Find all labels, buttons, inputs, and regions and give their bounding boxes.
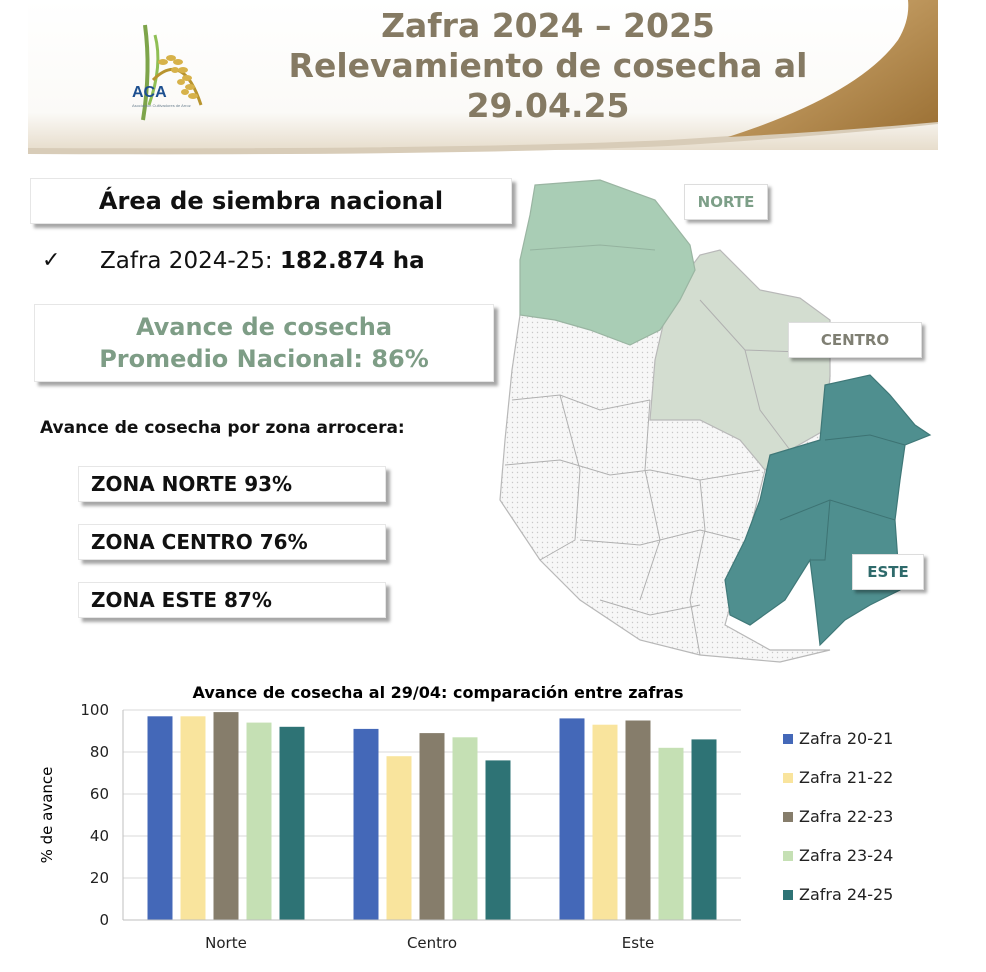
y-tick-label: 40 — [89, 827, 109, 845]
map-svg — [488, 168, 938, 668]
title-line-1: Zafra 2024 – 2025 — [381, 6, 715, 45]
bar-norte-3 — [214, 712, 239, 920]
y-tick-label: 60 — [89, 785, 109, 803]
bar-norte-4 — [247, 723, 272, 920]
legend-swatch — [783, 773, 793, 783]
area-title: Área de siembra nacional — [98, 187, 444, 215]
map-label-centro: CENTRO — [788, 322, 922, 358]
y-tick-label: 100 — [80, 701, 109, 719]
zonas-title: Avance de cosecha por zona arrocera: — [40, 418, 405, 438]
zona-centro-label: ZONA CENTRO 76% — [91, 530, 308, 554]
x-tick-label: Este — [621, 934, 655, 952]
title-line-2: Relevamiento de cosecha al — [288, 46, 808, 85]
avance-line-1: Avance de cosecha — [135, 313, 393, 341]
legend-label: Zafra 20-21 — [799, 729, 894, 748]
bar-centro-2 — [387, 756, 412, 920]
zona-este-box — [78, 582, 386, 618]
zafra-area-line — [100, 248, 425, 274]
harvest-bar-chart — [20, 676, 970, 968]
bar-centro-3 — [420, 733, 445, 920]
legend-swatch — [783, 890, 793, 900]
map-label-este: ESTE — [852, 554, 924, 590]
bar-este-1 — [560, 718, 585, 920]
legend-label: Zafra 22-23 — [799, 807, 894, 826]
legend-label: Zafra 23-24 — [799, 846, 894, 865]
map-label-norte: NORTE — [684, 184, 768, 220]
bar-este-4 — [659, 748, 684, 920]
uruguay-map — [488, 168, 938, 668]
title-line-3: 29.04.25 — [466, 86, 630, 125]
bar-norte-5 — [280, 727, 305, 920]
chart-y-axis-label: % de avance — [38, 766, 56, 864]
bar-este-5 — [692, 739, 717, 920]
zafra-area-label: Zafra 2024-25: — [100, 248, 273, 274]
legend-label: Zafra 21-22 — [799, 768, 894, 787]
zona-este-label: ZONA ESTE 87% — [91, 588, 272, 612]
zona-norte-box — [78, 466, 386, 502]
legend-swatch — [783, 851, 793, 861]
y-tick-label: 20 — [89, 869, 109, 887]
legend-swatch — [783, 734, 793, 744]
bar-norte-2 — [181, 716, 206, 920]
bar-centro-5 — [486, 760, 511, 920]
bar-norte-1 — [148, 716, 173, 920]
logo-text: ACA — [132, 84, 167, 101]
area-title-box — [30, 178, 512, 224]
legend-label: Zafra 24-25 — [799, 885, 894, 904]
check-icon: ✓ — [42, 248, 61, 273]
zafra-area-value: 182.874 ha — [279, 248, 425, 274]
y-tick-label: 0 — [99, 911, 109, 929]
zona-centro-box — [78, 524, 386, 560]
zona-norte-label: ZONA NORTE 93% — [91, 472, 293, 496]
bar-centro-4 — [453, 737, 478, 920]
y-tick-label: 80 — [89, 743, 109, 761]
bar-centro-1 — [354, 729, 379, 920]
chart-title: Avance de cosecha al 29/04: comparación entre zafras — [192, 683, 684, 702]
header — [28, 0, 938, 160]
avance-promedio-box — [34, 304, 494, 382]
avance-line-2: Promedio Nacional: 86% — [99, 345, 429, 373]
bar-este-3 — [626, 721, 651, 921]
x-tick-label: Norte — [205, 934, 247, 952]
legend-swatch — [783, 812, 793, 822]
logo-subtext: Asociación Cultivadores de Arroz — [132, 103, 191, 108]
bar-este-2 — [593, 725, 618, 920]
x-tick-label: Centro — [406, 934, 458, 952]
